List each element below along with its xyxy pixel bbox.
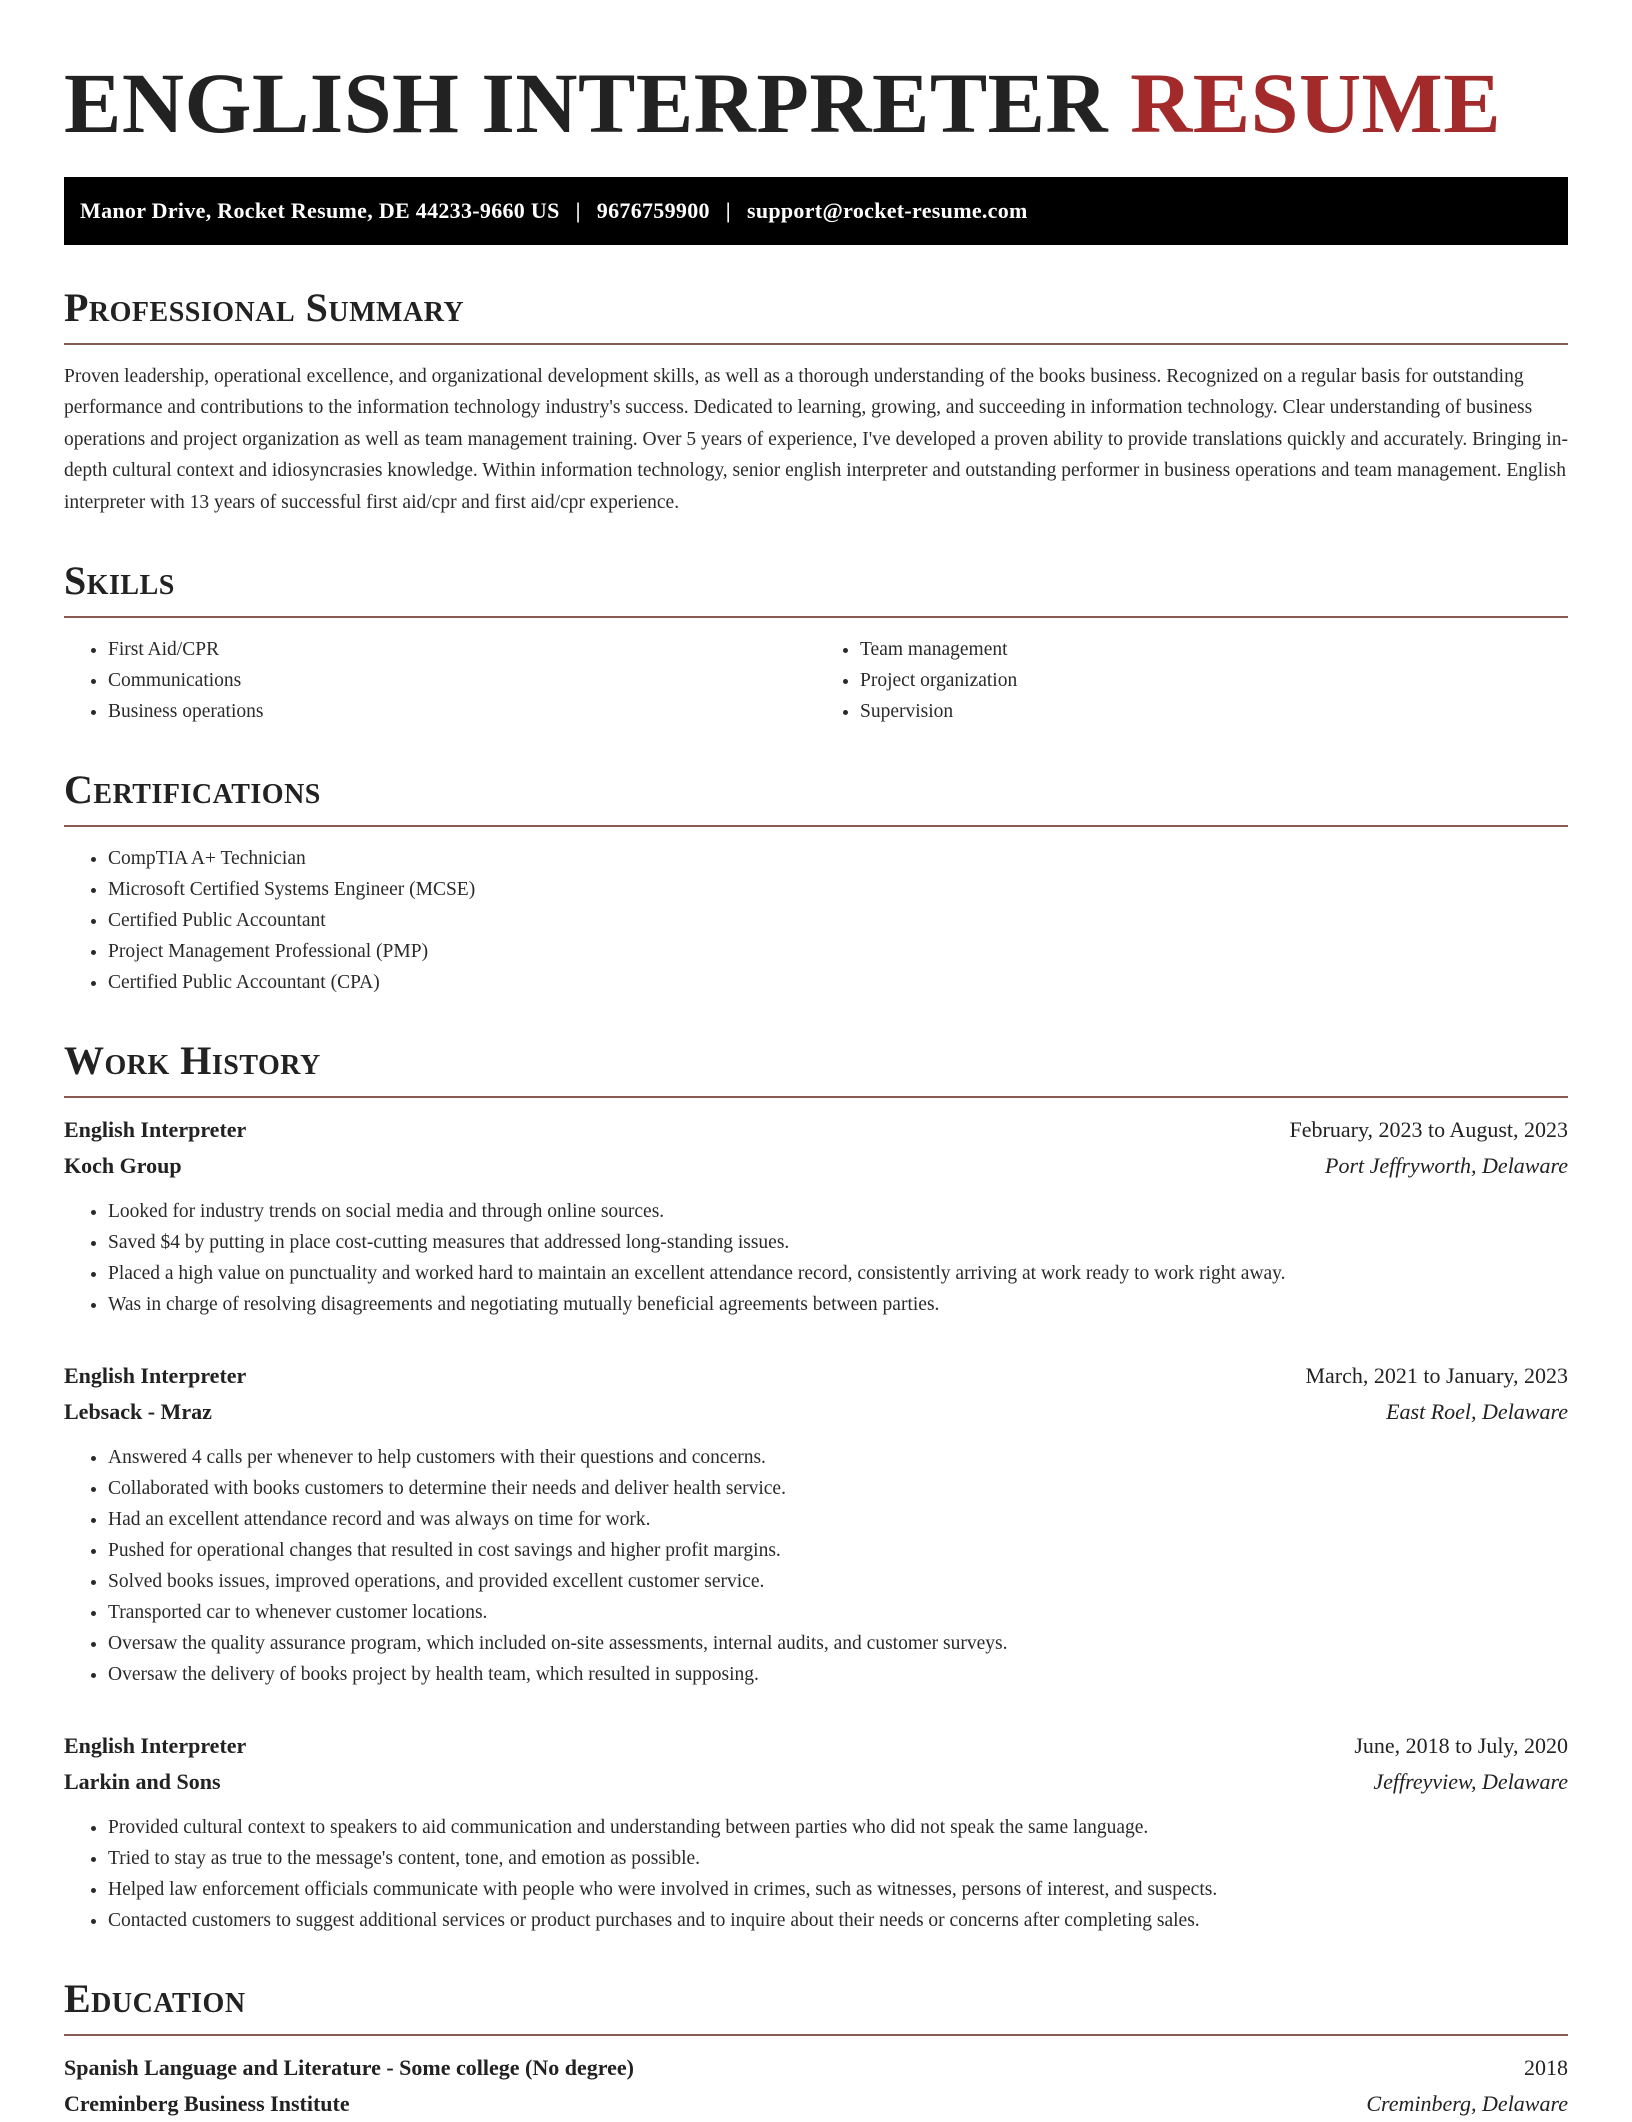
job-header-row	[64, 1728, 1568, 1764]
job-bullet: • Helped law enforcement officials communicate with people who were involved in crimes, such as witnesses, persons of interest, and suspects.	[108, 1874, 1568, 1905]
job-bullet: • Saved $4 by putting in place cost-cutting measures that addressed long-standing issues.	[108, 1227, 1568, 1258]
summary-heading: Professional Summary	[64, 285, 1568, 345]
contact-phone: 9676759900	[596, 197, 710, 223]
certification-item: • CompTIA A+ Technician	[108, 843, 1568, 874]
contact-address: Manor Drive, Rocket Resume, DE 44233-9660 US	[80, 197, 560, 223]
job-company: Larkin and Sons	[64, 1769, 221, 1795]
job-company-row	[64, 1394, 1568, 1430]
job-bullet: • Oversaw the delivery of books project by health team, which resulted in supposing.	[108, 1659, 1568, 1690]
skills-list-right	[816, 634, 1568, 727]
job-company-row	[64, 1764, 1568, 1800]
skill-item: • Project organization	[860, 665, 1568, 696]
job-bullet: • Pushed for operational changes that resulted in cost savings and higher profit margins.	[108, 1535, 1568, 1566]
education-year: 2018	[1524, 2055, 1568, 2081]
job-bullet: • Tried to stay as true to the message's content, tone, and emotion as possible.	[108, 1843, 1568, 1874]
job-bullet: • Solved books issues, improved operations, and provided excellent customer service.	[108, 1566, 1568, 1597]
certifications-list	[64, 843, 1568, 998]
certification-item: • Certified Public Accountant	[108, 905, 1568, 936]
contact-separator: |	[725, 197, 731, 223]
certification-item: • Microsoft Certified Systems Engineer (MCSE)	[108, 874, 1568, 905]
job-location: Jeffreyview, Delaware	[1373, 1769, 1568, 1795]
job-dates: March, 2021 to January, 2023	[1305, 1363, 1568, 1389]
education-location: Creminberg, Delaware	[1366, 2091, 1568, 2117]
job-bullet: • Oversaw the quality assurance program, which included on-site assessments, internal audits, and customer surveys.	[108, 1628, 1568, 1659]
job-role: English Interpreter	[64, 1117, 247, 1143]
job-header-row	[64, 1358, 1568, 1394]
job-company-row	[64, 1148, 1568, 1184]
skills-section	[64, 558, 1568, 727]
skill-item: • Supervision	[860, 696, 1568, 727]
contact-email: support@rocket-resume.com	[746, 197, 1028, 223]
skills-list-left	[64, 634, 816, 727]
job-company: Lebsack - Mraz	[64, 1399, 212, 1425]
work-history-section	[64, 1038, 1568, 1936]
job-bullet: • Had an excellent attendance record and was always on time for work.	[108, 1504, 1568, 1535]
job-bullet: • Contacted customers to suggest additional services or product purchases and to inquire about their needs or concerns after completing sales.	[108, 1905, 1568, 1936]
job-dates: June, 2018 to July, 2020	[1354, 1733, 1568, 1759]
education-degree-row	[64, 2050, 1568, 2086]
certifications-heading: Certifications	[64, 767, 1568, 827]
job-bullet: • Collaborated with books customers to determine their needs and deliver health service.	[108, 1473, 1568, 1504]
education-entry	[64, 2050, 1568, 2122]
job-bullets	[64, 1442, 1568, 1690]
job-dates: February, 2023 to August, 2023	[1289, 1117, 1568, 1143]
job-role: English Interpreter	[64, 1733, 247, 1759]
job-bullet: • Answered 4 calls per whenever to help customers with their questions and concerns.	[108, 1442, 1568, 1473]
job-bullets	[64, 1812, 1568, 1936]
job-bullet: • Looked for industry trends on social media and through online sources.	[108, 1196, 1568, 1227]
contact-separator: |	[575, 197, 581, 223]
job-entry	[64, 1112, 1568, 1320]
job-bullet: • Was in charge of resolving disagreements and negotiating mutually beneficial agreements between parties.	[108, 1289, 1568, 1320]
education-school-row	[64, 2086, 1568, 2122]
job-entry	[64, 1728, 1568, 1936]
certifications-section	[64, 767, 1568, 998]
education-school: Creminberg Business Institute	[64, 2091, 350, 2117]
certification-item: • Project Management Professional (PMP)	[108, 936, 1568, 967]
skill-item: • Communications	[108, 665, 816, 696]
job-bullet: • Placed a high value on punctuality and worked hard to maintain an excellent attendance record, consistently arriving at work ready to work right away.	[108, 1258, 1568, 1289]
summary-text: Proven leadership, operational excellence, and organizational development skills, as well as a thorough understanding of the books business. Recognized on a regular basis for outstanding performance and contributions to the information technology industry's success. Dedicated to learning, growing, and succeeding in information technology. Clear understanding of business operations and project organization as well as team management training. Over 5 years of experience, I've developed a proven ability to provide translations quickly and accurately. Bringing in-depth cultural context and idiosyncrasies knowledge. Within information technology, senior english interpreter and outstanding performer in business operations and team management. English interpreter with 13 years of successful first aid/cpr and first aid/cpr experience.	[64, 365, 1568, 513]
summary-section	[64, 285, 1568, 519]
job-bullets	[64, 1196, 1568, 1320]
skill-item: • Business operations	[108, 696, 816, 727]
skills-heading: Skills	[64, 558, 1568, 618]
skill-item: • Team management	[860, 634, 1568, 665]
title-main: ENGLISH INTERPRETER	[64, 55, 1109, 151]
certification-item: • Certified Public Accountant (CPA)	[108, 967, 1568, 998]
skills-grid	[64, 618, 1568, 727]
education-heading: Education	[64, 1976, 1568, 2036]
contact-bar	[64, 177, 1568, 245]
job-bullet: • Transported car to whenever customer locations.	[108, 1597, 1568, 1628]
education-section	[64, 1976, 1568, 2122]
job-location: Port Jeffryworth, Delaware	[1325, 1153, 1568, 1179]
skill-item: • First Aid/CPR	[108, 634, 816, 665]
job-header-row	[64, 1112, 1568, 1148]
job-location: East Roel, Delaware	[1386, 1399, 1568, 1425]
job-entry	[64, 1358, 1568, 1690]
job-role: English Interpreter	[64, 1363, 247, 1389]
work-history-heading: Work History	[64, 1038, 1568, 1098]
job-company: Koch Group	[64, 1153, 182, 1179]
resume-title	[64, 54, 1568, 153]
job-bullet: • Provided cultural context to speakers to aid communication and understanding between parties who did not speak the same language.	[108, 1812, 1568, 1843]
title-accent: RESUME	[1130, 55, 1502, 151]
education-degree: Spanish Language and Literature - Some college (No degree)	[64, 2055, 634, 2081]
